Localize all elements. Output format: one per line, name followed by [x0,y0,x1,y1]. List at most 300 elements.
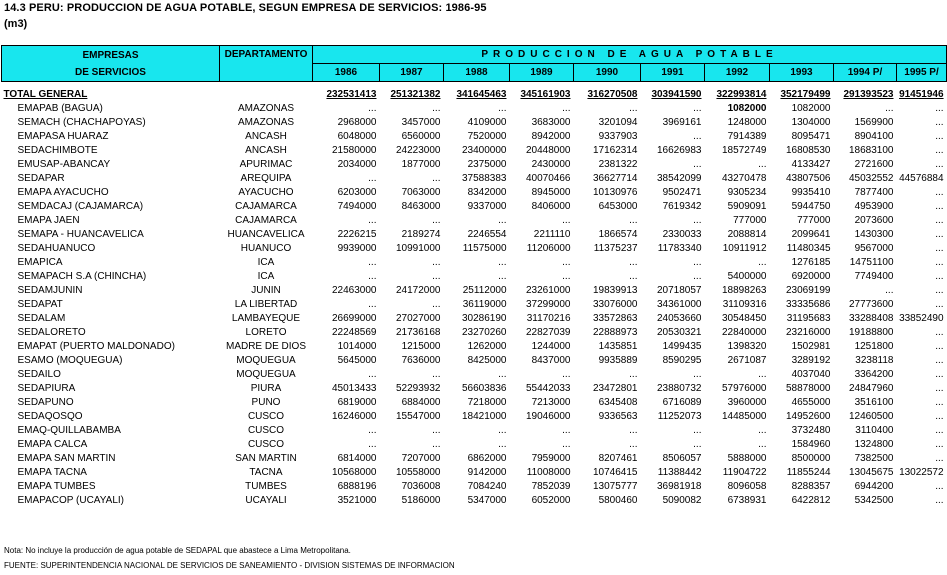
header-year: 1992 [705,64,770,82]
value-cell: ... [368,299,377,310]
value-cell: 11375237 [593,243,638,254]
table-row [2,144,947,158]
value-cell: 24847960 [849,383,894,394]
departamento-cell: PIURA [250,383,282,394]
value-cell: 2430000 [531,159,571,170]
value-cell: 20530321 [657,327,702,338]
unit-label: (m3) [4,18,28,30]
value-cell: 22888973 [593,327,638,338]
value-cell: ... [935,229,944,240]
empresa-cell: EMAPAT (PUERTO MALDONADO) [17,341,175,352]
value-cell: 14952600 [786,411,831,422]
total-value: 316270508 [587,89,638,100]
value-cell: ... [562,103,571,114]
value-cell: 31109316 [722,299,767,310]
empresa-cell: SEDAPAR [17,173,65,184]
departamento-cell: ICA [257,257,275,268]
value-cell: 24172000 [396,285,441,296]
value-cell: ... [693,271,702,282]
value-cell: 38542099 [657,173,702,184]
header-departamento: DEPARTAMENTO [220,46,313,82]
value-cell: ... [432,271,441,282]
value-cell: 20448000 [526,145,571,156]
value-cell: 1244000 [531,341,571,352]
value-cell: 9502471 [662,187,702,198]
table-row [2,340,947,354]
value-cell: 36981918 [657,481,702,492]
value-cell: 13022572 [899,467,944,478]
header-year: 1989 [510,64,574,82]
departamento-cell: CUSCO [247,411,285,422]
value-cell: 18898263 [722,285,767,296]
value-cell: 8096058 [727,481,767,492]
value-cell: 1324800 [854,439,894,450]
value-cell: 8590295 [662,355,702,366]
value-cell: 11575000 [462,243,507,254]
value-cell: 26699000 [332,313,377,324]
table-row [2,200,947,214]
value-cell: 23069199 [786,285,831,296]
value-cell: ... [562,271,571,282]
value-cell: 9305234 [727,187,767,198]
value-cell: 37588383 [462,173,507,184]
value-cell: ... [758,439,767,450]
value-cell: 33335686 [786,299,831,310]
value-cell: 8437000 [531,355,571,366]
departamento-cell: MOQUEGUA [236,369,296,380]
empresa-cell: SEDAQOSQO [17,411,83,422]
value-cell: ... [693,103,702,114]
table-row [2,410,947,424]
value-cell: 36627714 [593,173,638,184]
empresa-cell: SEDAILO [17,369,61,380]
value-cell: 1014000 [337,341,377,352]
value-cell: 2381322 [598,159,638,170]
value-cell: 3201094 [598,117,638,128]
value-cell: 7213000 [531,397,571,408]
header-row-group [2,46,947,64]
table-row [2,284,947,298]
value-cell: 22840000 [722,327,767,338]
table-row [2,368,947,382]
value-cell: 4109000 [467,117,507,128]
value-cell: 6203000 [337,187,377,198]
value-cell: 45013433 [332,383,377,394]
value-cell: ... [758,257,767,268]
departamento-cell: APURIMAC [239,159,293,170]
value-cell: 21736168 [396,327,441,338]
value-cell: 5347000 [467,495,507,506]
value-cell: ... [432,425,441,436]
departamento-cell: SAN MARTIN [235,453,297,464]
value-cell: 21580000 [332,145,377,156]
value-cell: 5888000 [727,453,767,464]
departamento-cell: CUSCO [247,439,285,450]
empresa-cell: EMAQ-QUILLABAMBA [17,425,121,436]
value-cell: 1262000 [467,341,507,352]
value-cell: 1499435 [662,341,702,352]
value-cell: 2246554 [467,229,507,240]
departamento-cell: ANCASH [245,131,287,142]
value-cell: 5186000 [401,495,441,506]
total-dept-empty [220,88,313,102]
value-cell: ... [935,187,944,198]
value-cell: 18421000 [462,411,507,422]
value-cell: 9567000 [854,243,894,254]
value-cell: ... [935,145,944,156]
table-row [2,228,947,242]
value-cell: 5645000 [337,355,377,366]
value-cell: 10568000 [332,467,377,478]
value-cell: 6819000 [337,397,377,408]
value-cell: 10558000 [396,467,441,478]
value-cell: 43807506 [786,173,831,184]
value-cell: 6345408 [598,397,638,408]
value-cell: 2375000 [467,159,507,170]
value-cell: 8288357 [791,481,831,492]
value-cell: ... [629,369,638,380]
value-cell: 3521000 [337,495,377,506]
value-cell: 2968000 [337,117,377,128]
value-cell: ... [935,341,944,352]
value-cell: ... [935,103,944,114]
value-cell: 7852039 [531,481,571,492]
value-cell: ... [498,103,507,114]
value-cell: 3960000 [727,397,767,408]
value-cell: 8500000 [791,453,831,464]
value-cell: 4133427 [791,159,831,170]
value-cell: 2073600 [854,215,894,226]
table-row [2,172,947,186]
value-cell: 6884000 [401,397,441,408]
value-cell: ... [629,271,638,282]
value-cell: ... [935,117,944,128]
value-cell: ... [498,271,507,282]
value-cell: ... [693,257,702,268]
value-cell: 1584960 [791,439,831,450]
value-cell: ... [693,439,702,450]
table-row [2,298,947,312]
water-production-table [1,45,947,508]
empresa-cell: SEDALORETO [17,327,86,338]
value-cell: ... [935,159,944,170]
departamento-cell: LORETO [245,327,287,338]
value-cell: 8904100 [854,131,894,142]
empresa-cell: SEMAPACH S.A (CHINCHA) [17,271,147,282]
empresa-cell: SEMDACAJ (CAJAMARCA) [17,201,144,212]
table-row [2,256,947,270]
value-cell: 9337000 [467,201,507,212]
empresa-cell: EMAPA TUMBES [17,481,96,492]
value-cell: 1866574 [598,229,638,240]
value-cell: 3732480 [791,425,831,436]
header-empresas-line1: EMPRESAS [82,49,139,61]
departamento-cell: LA LIBERTAD [234,299,298,310]
departamento-cell: JUNIN [251,285,281,296]
total-value: 251321382 [390,89,441,100]
value-cell: ... [693,369,702,380]
value-cell: 5090082 [662,495,702,506]
empresa-cell: EMAPICA [17,257,63,268]
value-cell: ... [562,215,571,226]
value-cell: 8463000 [401,201,441,212]
table-row [2,102,947,116]
value-cell: 33852490 [899,313,944,324]
value-cell: 4037040 [791,369,831,380]
value-cell: 11206000 [526,243,571,254]
empresa-cell: SEDAPIURA [17,383,76,394]
value-cell: 33572863 [593,313,638,324]
value-cell: 37299000 [526,299,571,310]
value-cell: 1276185 [791,257,831,268]
total-value: 322993814 [716,89,767,100]
value-cell: 27773600 [849,299,894,310]
total-value: 291393523 [843,89,894,100]
empresa-cell: EMAPA JAEN [17,215,80,226]
value-cell: 5800460 [598,495,638,506]
empresa-cell: EMAPA TACNA [17,467,87,478]
value-cell: 6920000 [791,271,831,282]
value-cell: 7207000 [401,453,441,464]
header-year: 1995 P/ [897,64,947,82]
departamento-cell: ANCASH [245,145,287,156]
value-cell: 7063000 [401,187,441,198]
total-value: 341645463 [456,89,507,100]
value-cell: ... [935,327,944,338]
value-cell: ... [935,495,944,506]
table-row [2,480,947,494]
value-cell: 57976000 [722,383,767,394]
value-cell: 20718057 [657,285,702,296]
value-cell: 1430300 [854,229,894,240]
page-title: 14.3 PERU: PRODUCCION DE AGUA POTABLE, SEGUN EMPRESA DE SERVICIOS: 1986-95 [4,2,487,14]
value-cell: ... [498,369,507,380]
table-row [2,312,947,326]
value-cell: ... [498,215,507,226]
value-cell: 7382500 [854,453,894,464]
value-cell: 6888196 [337,481,377,492]
value-cell: 22248569 [332,327,377,338]
value-cell: 11008000 [526,467,571,478]
value-cell: ... [629,257,638,268]
empresa-cell: EMAPACOP (UCAYALI) [17,495,125,506]
empresa-cell: ESAMO (MOQUEGUA) [17,355,123,366]
departamento-cell: HUANUCO [240,243,292,254]
value-cell: 15547000 [396,411,441,422]
value-cell: 45032552 [849,173,894,184]
value-cell: 6422812 [791,495,831,506]
value-cell: 11252073 [657,411,702,422]
value-cell: ... [432,257,441,268]
value-cell: 25112000 [462,285,507,296]
value-cell: 3238118 [855,355,894,366]
table-row [2,494,947,508]
value-cell: 8095471 [791,131,831,142]
value-cell: ... [368,215,377,226]
table-row [2,130,947,144]
total-value: 91451946 [899,89,944,100]
value-cell: 6560000 [401,131,441,142]
value-cell: 1248000 [727,117,767,128]
value-cell: 27027000 [396,313,441,324]
value-cell: ... [935,425,944,436]
table-row [2,466,947,480]
departamento-cell: AMAZONAS [237,103,295,114]
value-cell: 8425000 [467,355,507,366]
value-cell: 14751100 [849,257,894,268]
value-cell: 13045675 [849,467,894,478]
value-cell: 23270260 [462,327,507,338]
value-cell: 7218000 [467,397,507,408]
empresa-cell: EMAPASA HUARAZ [17,131,109,142]
value-cell: 2099641 [791,229,831,240]
value-cell: 3516100 [854,397,894,408]
departamento-cell: MADRE DE DIOS [225,341,306,352]
departamento-cell: CAJAMARCA [235,215,297,226]
table-body [2,82,947,509]
value-cell: 7914389 [727,131,767,142]
value-cell: 3683000 [531,117,571,128]
value-cell: ... [432,173,441,184]
value-cell: 6453000 [598,201,638,212]
value-cell: 17162314 [593,145,638,156]
value-cell: 6048000 [337,131,377,142]
value-cell: ... [562,257,571,268]
value-cell: 22827039 [526,327,571,338]
departamento-cell: PUNO [251,397,281,408]
value-cell: 777000 [733,215,767,226]
value-cell: 56603836 [462,383,507,394]
value-cell: 4953900 [854,201,894,212]
value-cell: ... [368,369,377,380]
value-cell: 11904722 [722,467,767,478]
value-cell: ... [368,439,377,450]
value-cell: ... [368,173,377,184]
source-line: FUENTE: SUPERINTENDENCIA NACIONAL DE SERVICIOS DE SANEAMIENTO - DIVISION SISTEMAS DE INFORMACION [4,561,455,570]
value-cell: 10746415 [593,467,638,478]
value-cell: 3969161 [662,117,702,128]
value-cell: 5400000 [727,271,767,282]
value-cell: 11388442 [657,467,702,478]
value-cell: 8942000 [531,131,571,142]
value-cell: 34361000 [657,299,702,310]
value-cell: ... [935,481,944,492]
value-cell: ... [693,159,702,170]
value-cell: 2226215 [337,229,377,240]
header-empresas [2,46,220,82]
value-cell: 19188800 [849,327,894,338]
value-cell: 16246000 [332,411,377,422]
value-cell: 55442033 [526,383,571,394]
value-cell: 3457000 [401,117,441,128]
value-cell: ... [935,131,944,142]
footnote: Nota: No incluye la producción de agua potable de SEDAPAL que abastece a Lima Metropolitana. [4,546,351,555]
table-row [2,158,947,172]
value-cell: ... [935,299,944,310]
value-cell: ... [432,299,441,310]
value-cell: 16808530 [786,145,831,156]
total-label: TOTAL GENERAL [3,89,88,100]
value-cell: 7619342 [662,201,702,212]
value-cell: 18683100 [849,145,894,156]
departamento-cell: CAJAMARCA [235,201,297,212]
value-cell: ... [498,425,507,436]
value-cell: 33076000 [593,299,638,310]
total-value: 232531413 [326,89,377,100]
value-cell: 23216000 [786,327,831,338]
value-cell: 3110400 [855,425,894,436]
departamento-cell: UCAYALI [245,495,287,506]
value-cell: 16626983 [657,145,702,156]
value-cell: 5909091 [727,201,767,212]
value-cell: ... [935,271,944,282]
value-cell: ... [758,425,767,436]
departamento-cell: ICA [257,271,275,282]
value-cell: 6052000 [531,495,571,506]
value-cell: 43270478 [722,173,767,184]
value-cell: 9142000 [467,467,507,478]
value-cell: 22463000 [332,285,377,296]
value-cell: 7494000 [337,201,377,212]
value-cell: 7036008 [401,481,441,492]
empresa-cell: EMAPA AYACUCHO [17,187,109,198]
empresa-cell: SEMACH (CHACHAPOYAS) [17,117,146,128]
empresa-cell: SEDAMJUNIN [17,285,83,296]
value-cell: 7084240 [467,481,507,492]
empresa-cell: EMAPA CALCA [17,439,88,450]
value-cell: 3364200 [854,369,894,380]
header-year: 1994 P/ [834,64,897,82]
value-cell: ... [935,411,944,422]
value-cell: 6716089 [662,397,702,408]
value-cell: 2034000 [337,159,377,170]
value-cell: ... [935,257,944,268]
value-cell: 19046000 [526,411,571,422]
value-cell: 11783340 [657,243,702,254]
value-cell: 7520000 [467,131,507,142]
value-cell: 9939000 [337,243,377,254]
value-cell: ... [758,369,767,380]
value-cell: 40070466 [526,173,571,184]
total-row [2,88,947,102]
value-cell: 13075777 [593,481,638,492]
empresa-cell: SEMAPA - HUANCAVELICA [17,229,144,240]
value-cell: ... [629,103,638,114]
value-cell: ... [935,369,944,380]
value-cell: 3289192 [791,355,831,366]
value-cell: 1082000 [791,103,831,114]
empresa-cell: EMUSAP-ABANCAY [17,159,111,170]
value-cell: ... [498,439,507,450]
value-cell: 8945000 [531,187,571,198]
value-cell: 23880732 [657,383,702,394]
value-cell: ... [758,159,767,170]
value-cell: 33288408 [849,313,894,324]
value-cell: 11855244 [786,467,831,478]
value-cell: ... [629,439,638,450]
value-cell: 9935410 [791,187,831,198]
empresa-cell: SEDAPAT [17,299,63,310]
value-cell: 23261000 [526,285,571,296]
value-cell: 12460500 [849,411,894,422]
value-cell: 2211110 [533,229,571,240]
value-cell: ... [693,215,702,226]
value-cell: 1082000 [727,103,767,114]
value-cell: 9337903 [598,131,638,142]
table-row [2,326,947,340]
header-year: 1991 [641,64,705,82]
value-cell: 36119000 [462,299,507,310]
